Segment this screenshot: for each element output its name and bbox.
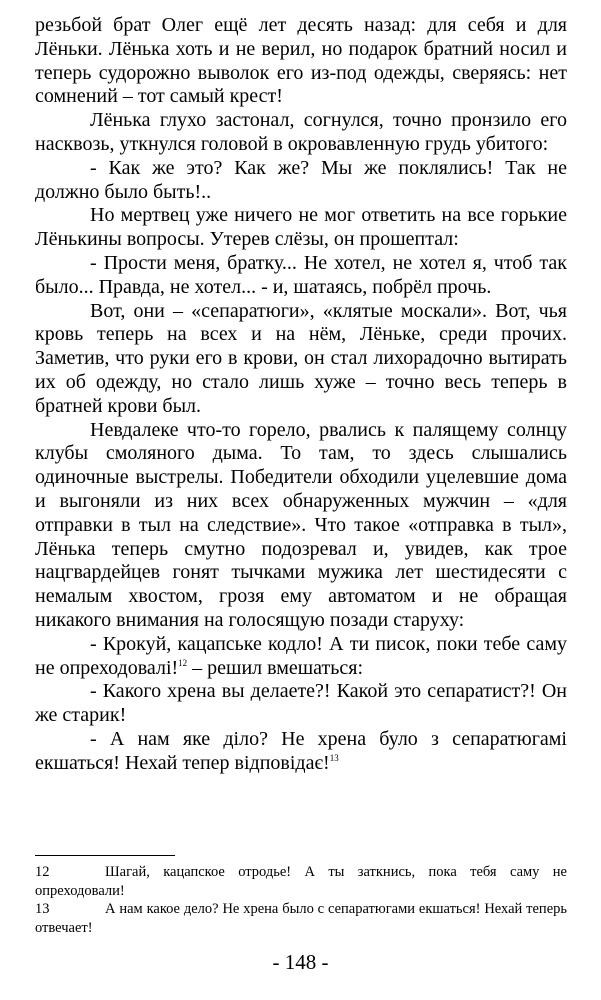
main-text: [35, 14, 567, 776]
paragraph-8-text: - Крокуй, кацапське кодло! А ти писок, поки тебе саму не опреходовалі!: [35, 632, 567, 679]
paragraph-3: - Как же это? Как же? Мы же поклялись! Так не должно было быть!..: [35, 156, 567, 203]
paragraph-7: Невдалеке что-то горело, рвались к палящему солнцу клубы смоляного дыма. То там, то здесь слышались одиночные выстрелы. Победители обходили уцелевшие дома и выгоняли из них всех обнаруженных мужчин – «для отправки в тыл на следствие». Что такое «отправка в тыл», Лёнька теперь смутно подозревал и, увидев, как трое нацгвардейцев гонят тычками мужика лет шестидесяти с немалым хвостом, грозя ему автоматом и не обращая никакого внимания на голосящую позади старуху:: [35, 418, 567, 631]
footnote-divider: [35, 855, 175, 856]
paragraph-10-text: - А нам яке діло? Не хрена було з сепаратюгамі екшаться! Нехай тепер відповідає!: [35, 727, 567, 774]
paragraph-8: [35, 633, 567, 681]
paragraph-9: - Какого хрена вы делаете?! Какой это сепаратист?! Он же старик!: [35, 680, 567, 727]
footnote-ref-12[interactable]: 12: [178, 657, 188, 668]
footnote-12: [35, 863, 567, 900]
footnote-text: А нам какое дело? Не хрена было с сепаратюгами екшаться! Нехай теперь отвечает!: [35, 901, 567, 936]
footnote-13: [35, 900, 567, 937]
footnotes: [35, 863, 567, 937]
paragraph-6: Вот, они – «сепаратюги», «клятые москали». Вот, чья кровь теперь на всех и на нём, Лёньке, среди прочих. Заметив, что руки его в крови, он стал лихорадочно вытирать их об одежду, но стало лишь хуже – точно весь теперь в братней крови был.: [35, 299, 567, 417]
page-number: - 148 -: [272, 950, 329, 974]
paragraph-1: резьбой брат Олег ещё лет десять назад: для себя и для Лёньки. Лёнька хоть и не верил, но подарок братний носил и теперь судорожно выволок его из-под одежды, сверяясь: нет сомнений – тот самый крест!: [35, 14, 567, 108]
footnote-ref-13[interactable]: 13: [329, 752, 339, 763]
footnote-text: Шагай, кацапское отродье! А ты заткнись, пока тебя саму не опреходовали!: [35, 864, 567, 899]
paragraph-5: - Прости меня, братку... Не хотел, не хотел я, чтоб так было... Правда, не хотел... - и, шатаясь, побрёл прочь.: [35, 251, 567, 298]
footnote-number: 13: [35, 901, 50, 917]
paragraph-2: Лёнька глухо застонал, согнулся, точно пронзило его насквозь, уткнулся головой в окровавленную грудь убитого:: [35, 109, 567, 155]
paragraph-10: [35, 728, 567, 776]
paragraph-4: Но мертвец уже ничего не мог ответить на все горькие Лёнькины вопросы. Утерев слёзы, он прошептал:: [35, 204, 567, 251]
footnote-number: 12: [35, 864, 50, 880]
paragraph-8-after: – решил вмешаться:: [187, 656, 364, 679]
